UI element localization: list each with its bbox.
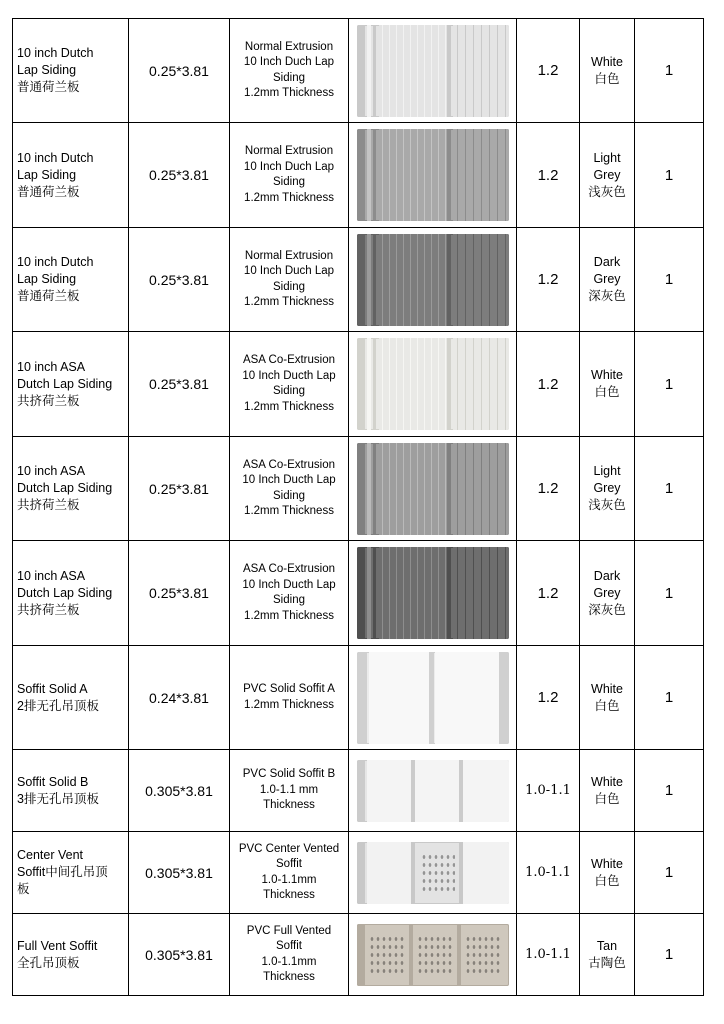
product-photo-cell [349, 123, 517, 228]
product-name-line: 10 inch Dutch [17, 255, 94, 269]
product-description-cell [230, 123, 349, 228]
product-thickness-cell: 1.2 [517, 541, 580, 646]
product-name-line: 2排无孔吊顶板 [17, 698, 99, 713]
product-photo [357, 338, 509, 430]
product-size-cell: 0.25*3.81 [129, 19, 230, 123]
product-color-line: 白色 [594, 698, 620, 713]
product-name-line: 10 inch ASA [17, 568, 86, 583]
product-color-line: Grey [593, 585, 621, 600]
product-description-line: 10 Inch Ducth Lap [242, 578, 336, 591]
product-thickness-cell: 1.2 [517, 228, 580, 332]
table-row [13, 123, 704, 228]
product-size-cell: 0.305*3.81 [129, 914, 230, 996]
product-name-line: 普通荷兰板 [17, 184, 80, 199]
product-description-line: Thickness [263, 889, 315, 901]
product-photo-cell [349, 832, 517, 914]
product-quantity-cell: 1 [635, 19, 704, 123]
product-name-line: Full Vent Soffit [17, 938, 98, 953]
table-row [13, 750, 704, 832]
product-description-line: Normal Extrusion [244, 40, 334, 53]
product-name-line: 10 inch Dutch [17, 46, 94, 60]
product-photo [357, 924, 509, 986]
product-description-line: 1.2mm Thickness [244, 191, 334, 204]
product-color-line: White [591, 774, 623, 789]
product-description-line: Siding [273, 385, 305, 397]
product-quantity-cell: 1 [635, 228, 704, 332]
product-description-line: 10 Inch Duch Lap [243, 265, 335, 277]
table-row [13, 228, 704, 332]
product-thickness-cell: 1.0-1.1 [517, 832, 580, 914]
product-description-line: Siding [273, 280, 305, 293]
product-thickness-cell: 1.0-1.1 [517, 914, 580, 996]
product-name-line: 普通荷兰板 [17, 289, 80, 303]
product-color-line: 深灰色 [588, 289, 626, 303]
product-color-line: 浅灰色 [588, 184, 626, 199]
product-color-line: Dark [593, 255, 621, 269]
product-photo [357, 842, 509, 904]
product-name-line: 10 inch ASA [17, 359, 86, 374]
product-color-cell [580, 19, 635, 123]
product-description-line: ASA Co-Extrusion [242, 563, 336, 575]
product-description-line: Siding [273, 594, 305, 606]
product-description-cell [230, 750, 349, 832]
product-color-line: Light [593, 150, 621, 165]
product-color-cell [580, 750, 635, 832]
product-photo-cell [349, 228, 517, 332]
product-thickness-cell: 1.2 [517, 437, 580, 541]
product-name-line: 共挤荷兰板 [17, 498, 80, 512]
product-quantity-cell: 1 [635, 646, 704, 750]
product-description-line: Soffit [276, 940, 302, 952]
product-name-cell [13, 832, 129, 914]
product-quantity-cell: 1 [635, 914, 704, 996]
product-quantity-cell: 1 [635, 332, 704, 437]
product-description-line: 10 Inch Duch Lap [243, 56, 335, 68]
product-description-cell [230, 914, 349, 996]
product-name-cell [13, 228, 129, 332]
product-size-cell: 0.25*3.81 [129, 541, 230, 646]
product-name-cell [13, 541, 129, 646]
product-table [12, 18, 704, 996]
product-description-line: Soffit [276, 858, 302, 870]
product-color-line: Grey [593, 167, 621, 182]
product-color-line: 白色 [594, 791, 620, 806]
product-name-cell [13, 437, 129, 541]
product-name-line: Soffit Solid B [17, 774, 89, 789]
product-size-cell: 0.25*3.81 [129, 332, 230, 437]
product-thickness-cell: 1.0-1.1 [517, 750, 580, 832]
product-name-line: 3排无孔吊顶板 [17, 791, 99, 806]
product-color-line: Grey [593, 481, 621, 495]
product-description-line: PVC Solid Soffit B [242, 768, 336, 781]
product-name-line: 共挤荷兰板 [17, 602, 80, 617]
table-row [13, 914, 704, 996]
product-description-line: Normal Extrusion [244, 249, 334, 262]
product-color-line: 白色 [594, 71, 620, 86]
product-color-cell [580, 646, 635, 750]
product-photo [357, 234, 509, 326]
product-photo-cell [349, 541, 517, 646]
product-description-line: 1.2mm Thickness [244, 87, 334, 99]
product-quantity-cell: 1 [635, 437, 704, 541]
product-photo [357, 25, 509, 117]
product-color-line: Light [593, 464, 621, 478]
product-name-cell [13, 19, 129, 123]
product-photo-cell [349, 332, 517, 437]
product-description-cell [230, 437, 349, 541]
product-color-cell [580, 832, 635, 914]
product-name-cell [13, 646, 129, 750]
product-color-cell [580, 332, 635, 437]
table-row [13, 832, 704, 914]
product-thickness-cell: 1.2 [517, 19, 580, 123]
product-size-cell: 0.25*3.81 [129, 123, 230, 228]
product-description-line: Siding [273, 71, 305, 84]
product-description-cell [230, 646, 349, 750]
product-photo-cell [349, 646, 517, 750]
product-description-line: Siding [273, 489, 305, 502]
table-row [13, 332, 704, 437]
product-name-cell [13, 123, 129, 228]
product-description-line: 1.2mm Thickness [244, 698, 334, 711]
product-description-line: ASA Co-Extrusion [242, 458, 336, 471]
product-size-cell: 0.305*3.81 [129, 832, 230, 914]
product-color-line: White [591, 54, 623, 69]
product-size-cell: 0.24*3.81 [129, 646, 230, 750]
product-description-cell [230, 228, 349, 332]
product-name-cell [13, 914, 129, 996]
product-name-line: Lap Siding [17, 272, 77, 286]
product-color-cell [580, 123, 635, 228]
product-color-cell [580, 914, 635, 996]
product-description-line: 1.0-1.1 mm [259, 783, 319, 796]
product-size-cell: 0.25*3.81 [129, 437, 230, 541]
product-size-cell: 0.25*3.81 [129, 228, 230, 332]
product-photo-cell [349, 750, 517, 832]
product-photo [357, 443, 509, 535]
product-name-line: Center Vent [17, 848, 84, 862]
product-name-line: Soffit中间孔吊顶 [17, 865, 108, 879]
product-photo-cell [349, 437, 517, 541]
product-name-line: Lap Siding [17, 63, 77, 77]
product-description-line: PVC Solid Soffit A [243, 683, 335, 695]
product-color-line: 深灰色 [588, 602, 626, 617]
product-description-line: 1.2mm Thickness [244, 505, 334, 517]
product-name-line: 10 inch Dutch [17, 150, 94, 165]
product-color-line: Tan [596, 938, 618, 953]
product-name-line: 普通荷兰板 [17, 80, 80, 94]
product-name-cell [13, 332, 129, 437]
product-description-line: Thickness [263, 971, 315, 983]
product-description-cell [230, 19, 349, 123]
product-quantity-cell: 1 [635, 832, 704, 914]
product-color-line: 古陶色 [588, 955, 626, 970]
product-description-line: ASA Co-Extrusion [242, 354, 336, 366]
product-table-body [13, 19, 704, 996]
product-description-line: 10 Inch Ducth Lap [242, 474, 336, 486]
product-description-line: 10 Inch Duch Lap [243, 160, 335, 173]
product-description-line: 1.2mm Thickness [244, 609, 334, 622]
product-description-line: PVC Center Vented [238, 842, 340, 855]
product-size-cell: 0.305*3.81 [129, 750, 230, 832]
product-color-cell [580, 437, 635, 541]
product-name-line: Soffit Solid A [17, 681, 88, 696]
product-photo [357, 760, 509, 822]
product-description-line: 1.0-1.1mm [261, 873, 317, 886]
product-color-line: Dark [593, 568, 621, 583]
product-photo-cell [349, 914, 517, 996]
product-thickness-cell: 1.2 [517, 646, 580, 750]
product-name-line: 10 inch ASA [17, 464, 86, 478]
product-name-line: Lap Siding [17, 167, 77, 182]
product-color-line: 浅灰色 [588, 498, 626, 512]
product-name-line: Dutch Lap Siding [17, 585, 113, 600]
product-name-line: Dutch Lap Siding [17, 481, 113, 495]
product-thickness-cell: 1.2 [517, 123, 580, 228]
product-description-line: 1.2mm Thickness [244, 400, 334, 413]
product-thickness-cell: 1.2 [517, 332, 580, 437]
product-description-cell [230, 541, 349, 646]
product-color-line: White [591, 856, 623, 871]
product-description-line: Siding [273, 176, 305, 188]
product-description-line: 1.2mm Thickness [244, 296, 334, 308]
product-photo [357, 547, 509, 639]
product-name-line: 共挤荷兰板 [17, 393, 80, 408]
product-description-line: Normal Extrusion [244, 145, 334, 157]
product-name-line: 全孔吊顶板 [17, 955, 80, 970]
product-color-line: 白色 [594, 385, 620, 399]
product-quantity-cell: 1 [635, 123, 704, 228]
product-description-line: 10 Inch Ducth Lap [242, 369, 336, 382]
product-color-line: White [591, 681, 623, 696]
product-color-line: White [591, 368, 623, 382]
product-description-line: Thickness [263, 799, 315, 812]
product-photo [357, 129, 509, 221]
product-description-line: 1.0-1.1mm [261, 955, 317, 968]
product-name-cell [13, 750, 129, 832]
product-name-line: Dutch Lap Siding [17, 376, 113, 391]
table-row [13, 19, 704, 123]
product-color-line: Grey [593, 272, 621, 286]
product-quantity-cell: 1 [635, 750, 704, 832]
product-color-cell [580, 228, 635, 332]
product-description-line: PVC Full Vented [246, 924, 332, 937]
table-row [13, 541, 704, 646]
product-description-cell [230, 832, 349, 914]
product-quantity-cell: 1 [635, 541, 704, 646]
product-color-line: 白色 [594, 873, 620, 888]
product-name-line: 板 [17, 882, 30, 896]
product-description-cell [230, 332, 349, 437]
table-row [13, 437, 704, 541]
product-photo [357, 652, 509, 744]
product-photo-cell [349, 19, 517, 123]
product-color-cell [580, 541, 635, 646]
table-row [13, 646, 704, 750]
